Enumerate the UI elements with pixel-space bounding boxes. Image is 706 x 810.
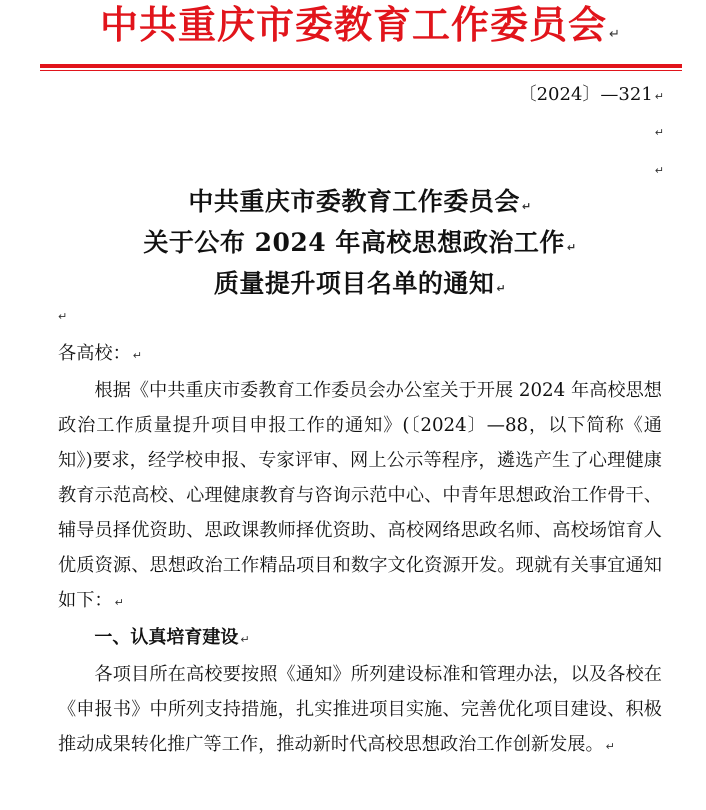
paragraph-mark: ↵ [654,164,664,177]
masthead [40,0,680,50]
paragraph-mark: ↵ [58,310,68,323]
title-line-3: 质量提升项目名单的通知 ↵ [213,269,507,298]
section-heading-1: 一、认真培育建设 ↵ [94,627,250,648]
paragraph-mark: ↵ [654,90,664,103]
document-title [60,184,660,307]
document-number-text: 〔2024〕—321 [518,84,653,105]
red-header-rule-thin [40,70,682,71]
document-number [519,82,664,110]
paragraph-mark: ↵ [496,282,507,295]
paragraph-mark: ↵ [566,241,577,254]
paragraph-mark: ↵ [605,740,615,753]
document-body [58,336,662,764]
paragraph-mark: ↵ [132,349,142,362]
title-line-1: 中共重庆市委教育工作委员会 ↵ [188,187,532,216]
paragraph-mark: ↵ [521,200,532,213]
paragraph-mark: ↵ [654,126,664,139]
body-paragraph-2: 各项目所在高校要按照《通知》所列建设标准和管理办法，以及各校在《申报书》中所列支持措施，扎实推进项目实施、完善优化项目建设、积极推动成果转化推广等工作，推动新时代高校思想政治工作创新发展。 ↵ [58,664,662,755]
paragraph-mark: ↵ [609,27,620,42]
salutation: 各高校： ↵ [58,343,142,364]
red-header-rule [40,64,682,68]
title-line-2: 关于公布 2024 年高校思想政治工作 ↵ [143,228,577,257]
paragraph-mark: ↵ [114,596,124,609]
masthead-org-name: 中共重庆市委教育工作委员会 [100,2,608,47]
body-paragraph-1: 根据《中共重庆市委教育工作委员会办公室关于开展 2024 年高校思想政治工作质量提升项目申报工作的通知》(〔2024〕—88，以下简称《通知》)要求，经学校申报、专家评审、网上公示等程序，遴选产生了心理健康教育示范高校、心理健康教育与咨询示范中心、中青年思想政治工作骨干、辅导员择优资助、思政课教师择优资助、高校网络思政名师、高校场馆育人优质资源、思想政治工作精品项目和数字文化资源开发。现就有关事宜通知如下： ↵ [58,380,662,611]
paragraph-mark: ↵ [240,633,250,646]
